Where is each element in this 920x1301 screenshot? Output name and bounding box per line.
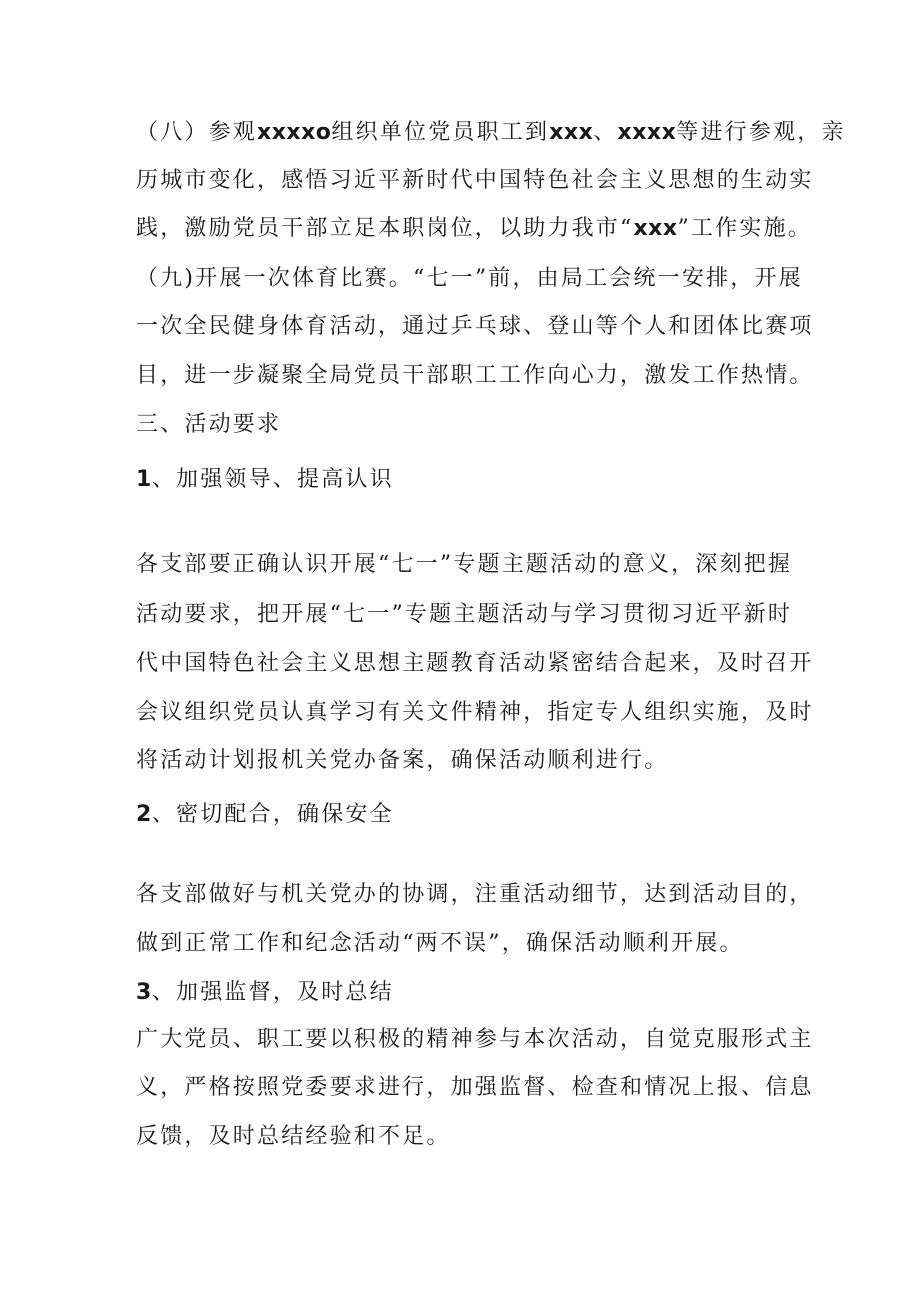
req2-title: [136, 800, 796, 830]
section9-line-3: 目，进一步凝聚全局党员干部职工工作向心力，激发工作热情。: [136, 363, 814, 388]
text-run: 等进行参观，亲: [676, 120, 846, 145]
req1-line-4: 会议组织党员认真学习有关文件精神，指定专人组织实施，及时: [136, 700, 814, 725]
section8-line-1: [136, 118, 846, 148]
text-run: 、密切配合，确保安全: [151, 802, 394, 827]
text-run: 、加强监督，及时总结: [151, 980, 394, 1005]
text-run: 践，激励党员干部立足本职岗位，以助力我市“: [136, 216, 634, 241]
text-run: （八）参观: [136, 120, 258, 145]
item-number: 3: [136, 980, 152, 1005]
section9-line-1: （九)开展一次体育比赛。“七一”前，由局工会统一安排，开展: [136, 266, 803, 291]
placeholder-text: xxxxo: [257, 120, 332, 145]
req1-line-5: 将活动计划报机关党办备案，确保活动顺利进行。: [136, 748, 669, 773]
req1-title: [136, 465, 796, 495]
text-run: 、: [593, 120, 618, 145]
req3-line-2: 义，严格按照党委要求进行，加强监督、检查和情况上报、信息: [136, 1075, 814, 1100]
req1-line-1: 各支部要正确认识开展“七一”专题主题活动的意义，深刻把握: [136, 552, 793, 577]
placeholder-text: xxx: [633, 216, 678, 241]
text-run: ”工作实施。: [677, 216, 812, 241]
item-number: 2: [136, 802, 152, 827]
req1-line-3: 代中国特色社会主义思想主题教育活动紧密结合起来，及时召开: [136, 651, 814, 676]
req2-line-2: 做到正常工作和纪念活动“两不误”，确保活动顺利开展。: [136, 931, 744, 956]
section-heading-requirements: 三、活动要求: [136, 412, 282, 437]
req3-line-3: 反馈，及时总结经验和不足。: [136, 1124, 451, 1149]
text-run: 、加强领导、提高认识: [151, 467, 394, 492]
section8-line-2: 历城市变化，感悟习近平新时代中国特色社会主义思想的生动实: [136, 168, 814, 193]
placeholder-text: xxxx: [617, 120, 677, 145]
placeholder-text: xxx: [549, 120, 594, 145]
text-run: 组织单位党员职工到: [331, 120, 550, 145]
req3-title: [136, 978, 796, 1008]
section8-line-3: [136, 214, 812, 244]
req1-line-2: 活动要求，把开展“七一”专题主题活动与学习贯彻习近平新时: [136, 602, 793, 627]
req2-line-1: 各支部做好与机关党办的协调，注重活动细节，达到活动目的，: [136, 882, 814, 907]
item-number: 1: [136, 467, 152, 492]
req3-line-1: 广大党员、职工要以积极的精神参与本次活动，自觉克服形式主: [136, 1027, 814, 1052]
section9-line-2: 一次全民健身体育活动，通过乒乓球、登山等个人和团体比赛项: [136, 314, 814, 339]
